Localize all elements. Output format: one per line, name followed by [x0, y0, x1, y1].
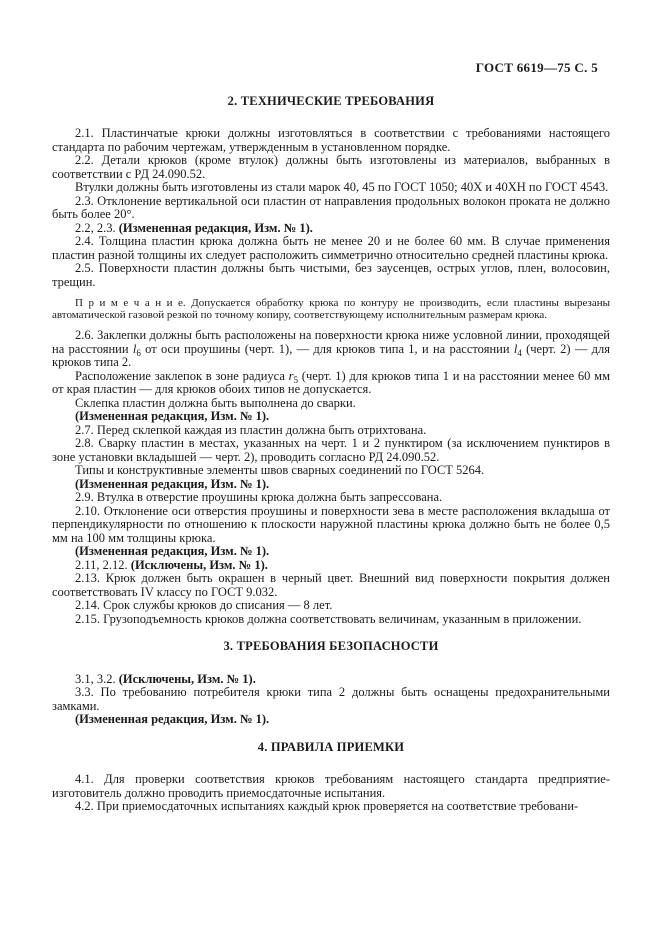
- text-run: (Измененная редакция, Изм. № 1).: [75, 409, 270, 423]
- text-run: Расположение заклепок в зоне радиуса: [75, 368, 289, 383]
- text-run: l: [513, 341, 518, 356]
- paragraph: [52, 686, 610, 713]
- paragraph: [52, 424, 610, 438]
- paragraph: [52, 397, 610, 411]
- paragraph: [52, 410, 610, 424]
- paragraph: [52, 613, 610, 627]
- text-run: l: [132, 341, 137, 356]
- paragraph: [52, 800, 610, 814]
- text-run: Склепка пластин должна быть выполнена до сварки.: [75, 395, 356, 410]
- text-run: Типы и конструктивные элементы швов сварных соединений по ГОСТ 5264.: [75, 463, 485, 477]
- paragraph: [52, 773, 610, 800]
- text-run: 2.9. Втулка в отверстие проушины крюка должна быть запрессована.: [75, 490, 443, 504]
- section-title: 2. ТЕХНИЧЕСКИЕ ТРЕБОВАНИЯ: [227, 93, 435, 108]
- section-title: 3. ТРЕБОВАНИЯ БЕЗОПАСНОСТИ: [223, 639, 439, 653]
- text-run: 2.13. Крюк должен быть окрашен в черный цвет. Внешний вид поверхности покрытия должен соответствовать IV классу по ГОСТ 9.032.: [52, 571, 610, 599]
- text-run: 3.3. По требованию потребителя крюки типа 2 должны быть оснащены предохранительными замками.: [52, 685, 610, 713]
- text-run: от оси проушины (черт. 1), — для крюков типа 1, и на расстоянии: [140, 341, 514, 356]
- paragraph: [52, 599, 610, 613]
- paragraph: [52, 329, 610, 370]
- paragraph: [52, 222, 610, 236]
- paragraph: [52, 673, 610, 687]
- paragraph: [52, 195, 610, 222]
- text-run: 2.2. Детали крюков (кроме втулок) должны быть изготовлены из материалов, выбранных в соответствии с РД 24.090.52.: [52, 153, 610, 181]
- paragraph: [52, 154, 610, 181]
- text-run: 2.4. Толщина пластин крюка должна быть не менее 20 и не более 60 мм. В случае применения пластин разной толщины их следует расположить симметрично относительно средней пластины крюка.: [52, 234, 610, 262]
- text-run: 4.2. При приемосдаточных испытаниях каждый крюк проверяется на соответствие требовани-: [75, 799, 579, 813]
- note-paragraph: [52, 297, 610, 321]
- paragraph: [52, 491, 610, 505]
- paragraph: [52, 235, 610, 262]
- text-run: 2.3. Отклонение вертикальной оси пластин от направления продольных волокон проката не должно быть более 20°.: [52, 193, 610, 221]
- text-run: 2.15. Грузоподъемность крюков должна соответствовать величинам, указанным в приложении.: [75, 611, 582, 626]
- paragraph: [52, 437, 610, 464]
- paragraph: [52, 505, 610, 546]
- text-run: 3.1, 3.2.: [75, 671, 119, 686]
- text-run: П р и м е ч а н и е. Допускается обработку крюка по контуру не производить, если пластины вырезаны автоматической газовой резкой по точному копиру, соответствующему исполнительным размерам крюка.: [52, 297, 610, 321]
- paragraph: [52, 478, 610, 492]
- text-run: (черт. 2) — для крюков типа 2.: [52, 341, 610, 369]
- text-run: (Исключены, Изм. № 1).: [130, 557, 268, 572]
- paragraph: [52, 559, 610, 573]
- text-run: 6: [136, 347, 141, 358]
- text-run: (Измененная редакция, Изм. № 1).: [75, 476, 270, 491]
- document-body: [52, 95, 610, 814]
- paragraph: [52, 127, 610, 154]
- page-header: ГОСТ 6619—75 С. 5: [475, 60, 598, 75]
- text-run: 2.11, 2.12.: [75, 557, 131, 572]
- text-run: 2.10. Отклонение оси отверстия проушины и поверхности зева в месте расположения вкладыша от перпендикулярности по отношению к плоскости наружной пластины крюка должно быть не более 0,5 мм на 100 мм толщины крюка.: [52, 503, 610, 545]
- text-run: (Измененная редакция, Изм. № 1).: [118, 220, 313, 235]
- text-run: 4: [517, 347, 522, 358]
- text-run: 2.5. Поверхности пластин должны быть чистыми, без заусенцев, острых углов, плен, волосовин, трещин.: [52, 261, 610, 289]
- text-run: 2.8. Сварку пластин в местах, указанных на черт. 1 и 2 пунктиром (за исключением пунктиров в зоне установки вкладышей — черт. 2), проводить согласно РД 24.090.52.: [52, 436, 610, 464]
- text-run: 2.14. Срок службы крюков до списания — 8 лет.: [75, 598, 333, 612]
- paragraph: [52, 262, 610, 289]
- section-title: 4. ПРАВИЛА ПРИЕМКИ: [257, 739, 405, 754]
- text-run: Втулки должны быть изготовлены из стали марок 40, 45 по ГОСТ 1050; 40Х и 40ХН по ГОСТ 4543.: [75, 180, 609, 194]
- text-run: r: [288, 368, 294, 383]
- text-run: 5: [293, 374, 299, 385]
- text-run: (Измененная редакция, Изм. № 1).: [75, 544, 270, 558]
- text-run: 2.6. Заклепки должны быть расположены на поверхности крюка ниже условной линии, проходящей на расстоянии: [52, 328, 610, 356]
- text-run: (Исключены, Изм. № 1).: [118, 671, 256, 686]
- text-run: 2.2, 2.3.: [75, 220, 119, 235]
- paragraph: [52, 545, 610, 559]
- text-run: (Измененная редакция, Изм. № 1).: [75, 712, 270, 726]
- paragraph: [52, 181, 610, 195]
- paragraph: [52, 370, 610, 397]
- text-run: 4.1. Для проверки соответствия крюков требованиям настоящего стандарта предприятие-изготовитель должно проводить приемосдаточные испытания.: [52, 772, 610, 800]
- paragraph: [52, 572, 610, 599]
- paragraph: [52, 464, 610, 478]
- paragraph: [52, 713, 610, 727]
- text-run: 2.1. Пластинчатые крюки должны изготовляться в соответствии с требованиями настоящего стандарта по рабочим чертежам, утвержденным в установленном порядке.: [52, 126, 610, 154]
- text-run: (черт. 1) для крюков типа 1 и на расстоянии менее 60 мм от края пластин — для крюков обоих типов не допускается.: [52, 368, 610, 396]
- text-run: 2.7. Перед склепкой каждая из пластин должна быть отрихтована.: [75, 422, 427, 437]
